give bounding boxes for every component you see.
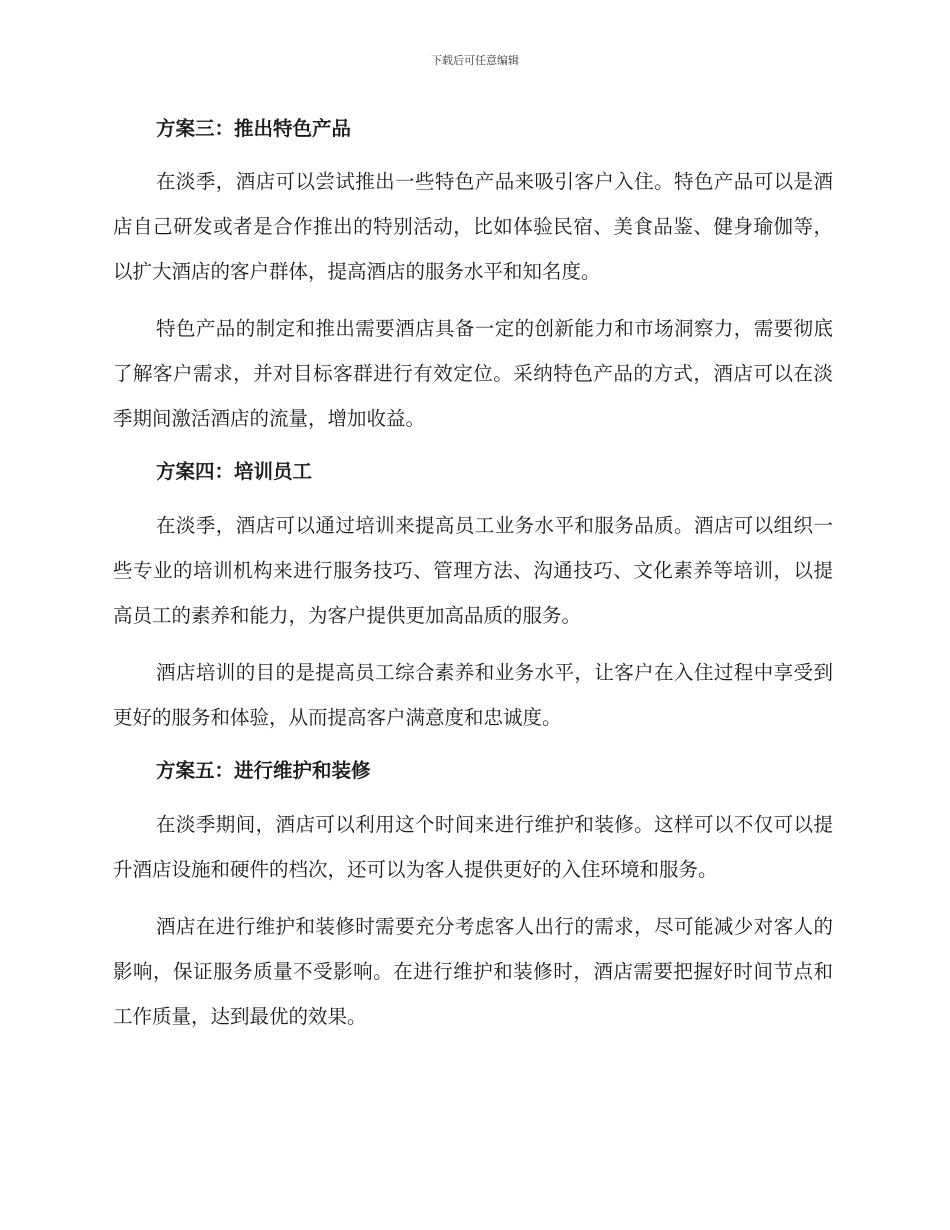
section-plan-4 (113, 453, 833, 740)
section-plan-5 (113, 752, 833, 1039)
paragraph: 酒店培训的目的是提高员工综合素养和业务水平，让客户在入住过程中享受到更好的服务和体验，从而提高客户满意度和忠诚度。 (113, 661, 833, 729)
paragraph: 在淡季，酒店可以尝试推出一些特色产品来吸引客户入住。特色产品可以是酒店自己研发或者是合作推出的特别活动，比如体验民宿、美食品鉴、健身瑜伽等，以扩大酒店的客户群体，提高酒店的服务水平和知名度。 (113, 170, 833, 283)
document-body (113, 110, 833, 1039)
paragraph: 特色产品的制定和推出需要酒店具备一定的创新能力和市场洞察力，需要彻底了解客户需求，并对目标客群进行有效定位。采纳特色产品的方式，酒店可以在淡季期间激活酒店的流量，增加收益。 (113, 317, 833, 430)
section-heading: 方案五：进行维护和装修 (156, 759, 371, 782)
section-heading: 方案四：培训员工 (156, 460, 313, 483)
section-heading: 方案三：推出特色产品 (156, 117, 352, 140)
paragraph: 在淡季，酒店可以通过培训来提高员工业务水平和服务品质。酒店可以组织一些专业的培训机构来进行服务技巧、管理方法、沟通技巧、文化素养等培训，以提高员工的素养和能力，为客户提供更加高品质的服务。 (113, 514, 833, 627)
paragraph: 酒店在进行维护和装修时需要充分考虑客人出行的需求，尽可能减少对客人的影响，保证服务质量不受影响。在进行维护和装修时，酒店需要把握好时间节点和工作质量，达到最优的效果。 (113, 915, 833, 1028)
page-header: 下载后可任意编辑 (431, 54, 519, 67)
section-plan-3 (113, 110, 833, 441)
paragraph: 在淡季期间，酒店可以利用这个时间来进行维护和装修。这样可以不仅可以提升酒店设施和硬件的档次，还可以为客人提供更好的入住环境和服务。 (113, 813, 833, 881)
